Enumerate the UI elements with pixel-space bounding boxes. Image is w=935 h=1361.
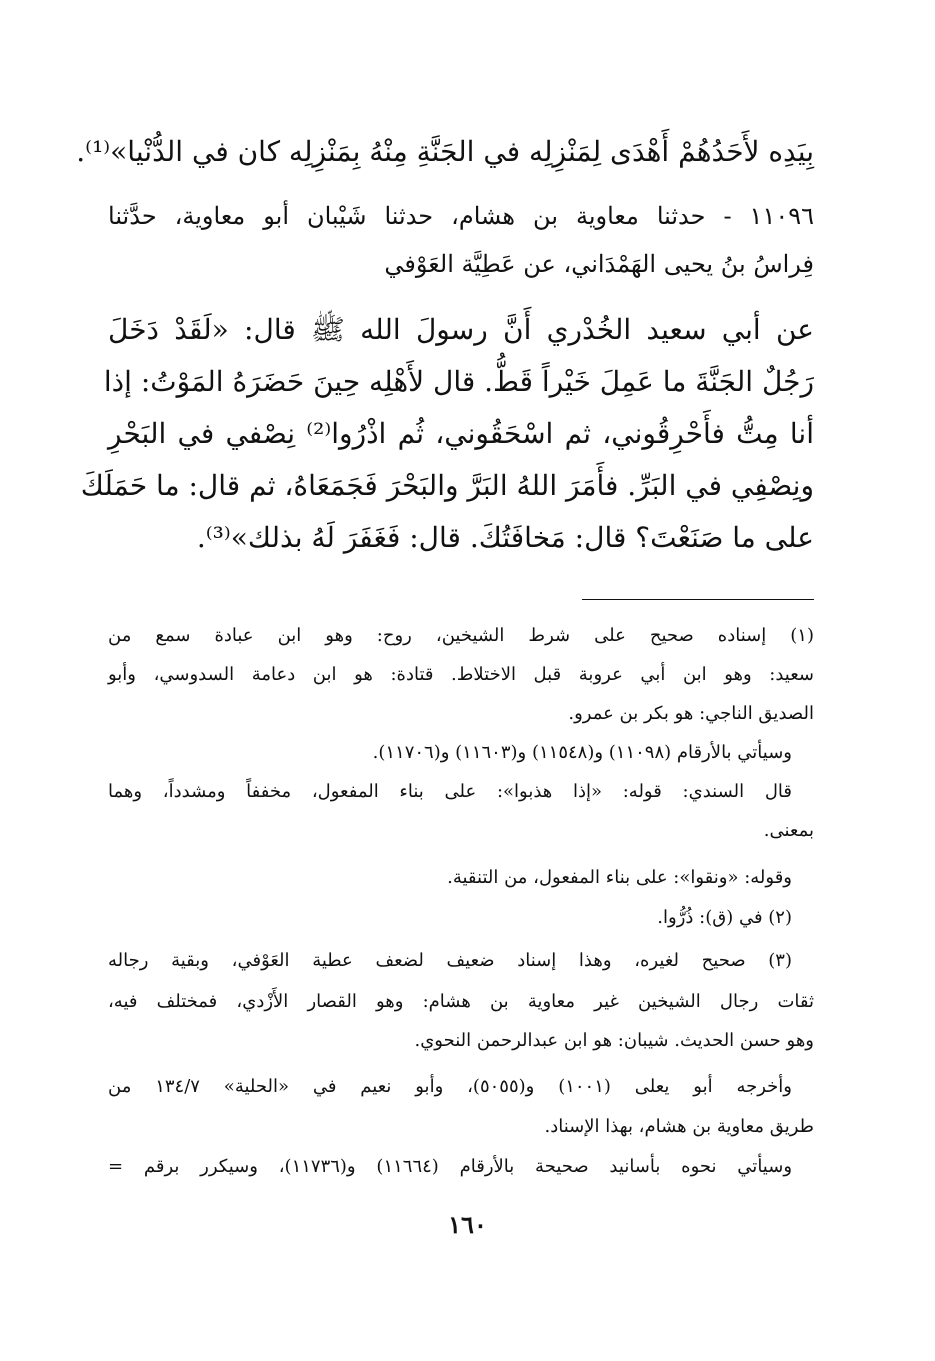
footnote-line: وقوله: «ونقوا»: على بناء المفعول، من التنقية.: [447, 867, 792, 888]
footnote-line: (٢) في (ق): ذُرُّوا.: [657, 907, 792, 928]
footnote-line: (١) إسناده صحيح على شرط الشيخين، روح: وهو ابن عبادة سمع من: [108, 625, 814, 646]
main-line: بِيَدِه لأَحَدُهُمْ أَهْدَى لِمَنْزِلِه في الجَنَّةِ مِنْهُ بِمَنْزِلِه كان في الدُّنْيا»⁽¹⁾.: [76, 135, 814, 168]
isnad-line: فِراسُ بنُ يحيى الهَمْدَاني، عن عَطِيَّة العَوْفي: [384, 250, 814, 278]
footnote-line: وهو حسن الحديث. شيبان: هو ابن عبدالرحمن النحوي.: [414, 1030, 814, 1051]
footnote-line: ثقات رجال الشيخين غير معاوية بن هشام: وهو القصار الأَزْدي، فمختلف فيه،: [108, 991, 814, 1012]
main-line: عن أبي سعيد الخُدْري أَنَّ رسولَ الله ﷺ قال: «لَقَدْ دَخَلَ: [108, 313, 814, 346]
footnote-line: وأخرجه أبو يعلى (١٠٠١) و(٥٠٥٥)، وأبو نعيم في «الحلية» ١٣٤/٧ من: [108, 1076, 792, 1097]
footnote-line: (٣) صحيح لغيره، وهذا إسناد ضعيف لضعف عطية العَوْفي، وبقية رجاله: [108, 950, 792, 971]
footnote-line: وسيأتي نحوه بأسانيد صحيحة بالأرقام (١١٦٦٤) و(١١٧٣٦)، وسيكرر برقم =: [108, 1156, 793, 1177]
footnote-line: الصديق الناجي: هو بكر بن عمرو.: [568, 703, 814, 724]
hadith-number-line: ١١٠٩٦ - حدثنا معاوية بن هشام، حدثنا شَيْبان أبو معاوية، حدَّثنا: [108, 202, 814, 230]
footnote-line: بمعنى.: [763, 820, 814, 841]
footnote-line: قال السندي: قوله: «إذا هذبوا»: على بناء المفعول، مخففاً ومشدداً، وهما: [108, 781, 792, 802]
footnote-line: وسيأتي بالأرقام (١١٠٩٨) و(١١٥٤٨) و(١١٦٠٣) و(١١٧٠٦).: [372, 742, 792, 763]
main-line: ونِصْفِي في البَرِّ. فأَمَرَ اللهُ البَرَّ والبَحْرَ فَجَمَعَاهُ، ثم قال: ما حَمَلَكَ: [80, 469, 814, 502]
main-line: رَجُلٌ الجَنَّةَ ما عَمِلَ خَيْراً قَطُّ. قال لأَهْلِه حِينَ حَضَرَهُ المَوْتُ: إذا: [103, 365, 814, 398]
footnote-line: طريق معاوية بن هشام، بهذا الإسناد.: [544, 1116, 814, 1137]
main-line: على ما صَنَعْتَ؟ قال: مَخافَتُكَ. قال: فَغَفَرَ لَهُ بذلك»⁽³⁾.: [196, 521, 814, 554]
main-line: أنا مِتُّ فأَحْرِقُوني، ثم اسْحَقُوني، ثُم اذْرُوا⁽²⁾ نِصْفي في البَحْرِ: [108, 417, 814, 450]
page-number: ١٦٠: [448, 1210, 487, 1239]
footnote-line: سعيد: وهو ابن أبي عروبة قبل الاختلاط. قتادة: هو ابن دعامة السدوسي، وأبو: [108, 664, 814, 685]
footnote-separator: [582, 599, 814, 600]
